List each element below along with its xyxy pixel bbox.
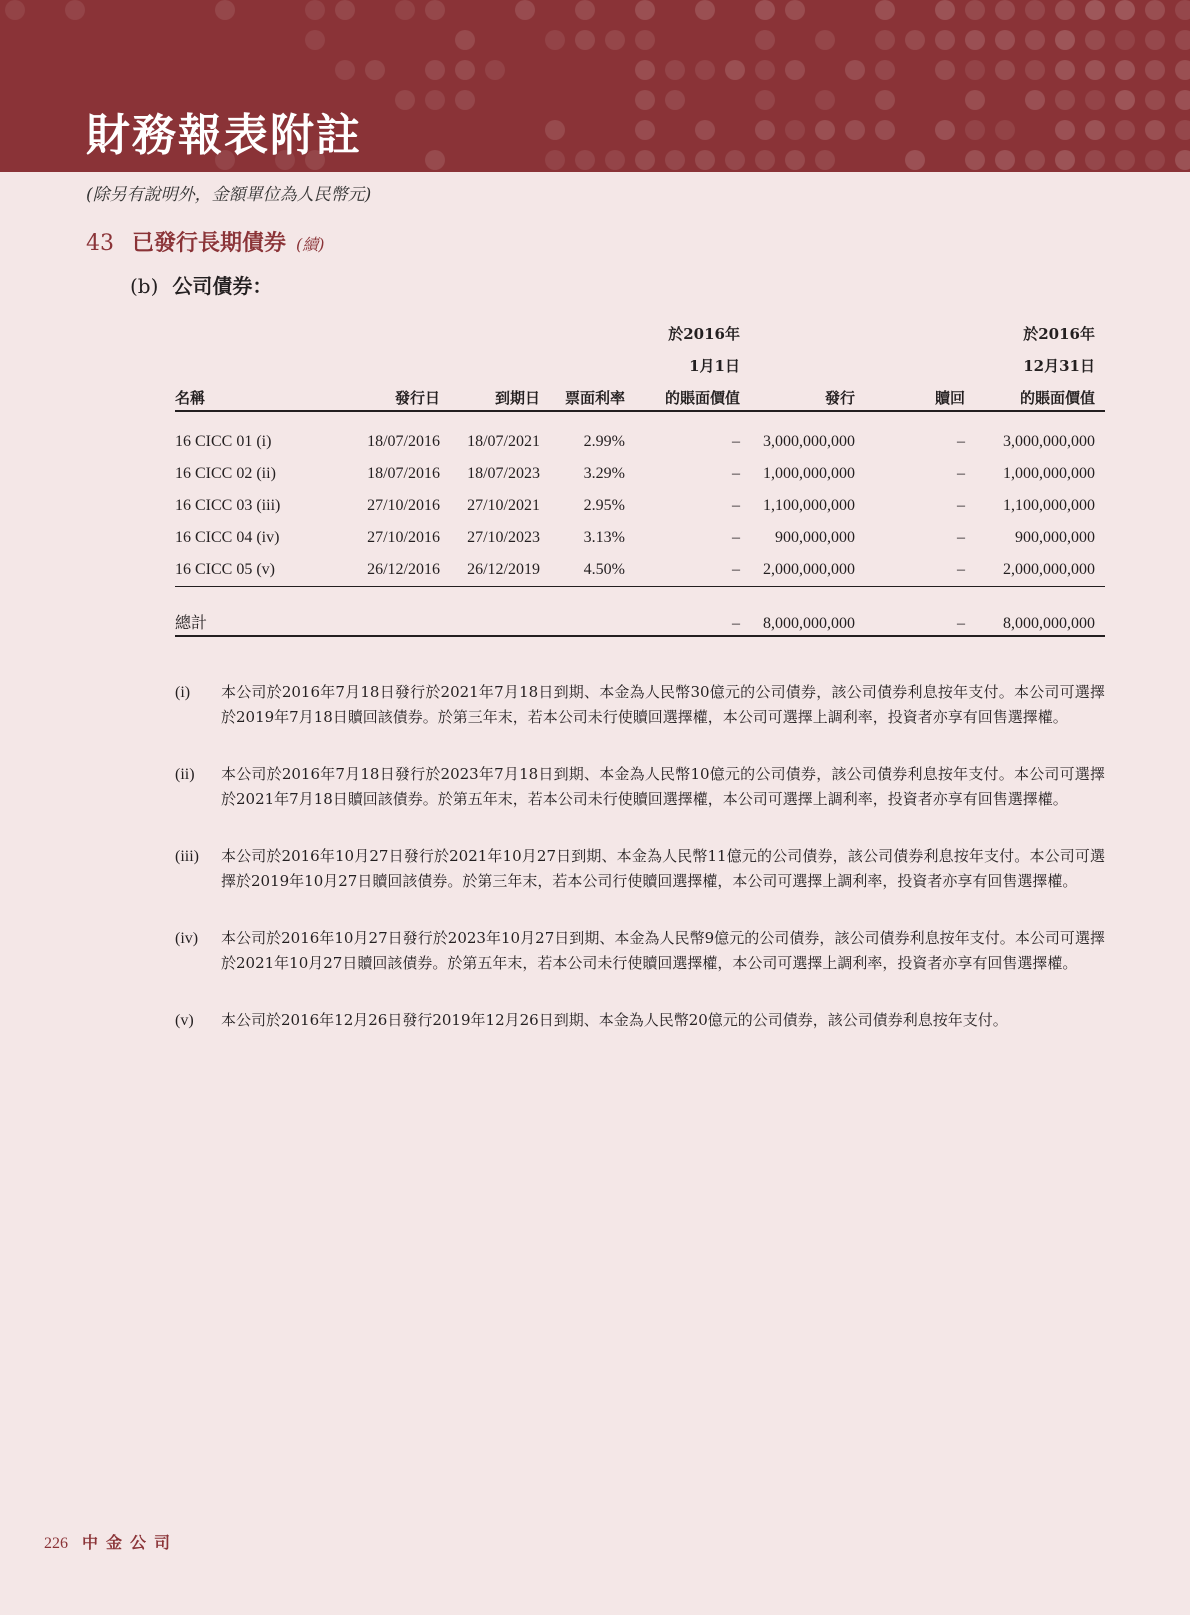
header-dot [965,90,985,110]
header-dot [395,0,415,20]
closing-value: 2,000,000,000 [975,554,1105,587]
header-dot [215,0,235,20]
header-dot [905,150,925,170]
header-dot [785,120,805,140]
header-dot [1025,90,1045,110]
header-dot [665,60,685,80]
note-item [175,926,1105,976]
header-dot [995,150,1015,170]
header-dot [995,0,1015,20]
header-dot [1145,120,1165,140]
header-dot [5,0,25,20]
bond-name: 16 CICC 02 (ii) [175,465,276,482]
redeemed-amount: – [957,529,965,546]
header-dot [605,150,625,170]
header-dot [995,120,1015,140]
header-dot [425,60,445,80]
header-dot [425,150,445,170]
note-item [175,844,1105,894]
section-title: 已發行長期債券 [132,230,287,256]
header-dot [335,0,355,20]
header-dot [725,60,745,80]
issue-date: 27/10/2016 [367,529,440,546]
header-dot [1175,0,1190,20]
total-closing: 8,000,000,000 [975,587,1105,637]
header-dot [485,60,505,80]
col-header-opening: 的賬面價值 [635,376,750,411]
header-band [0,0,1190,172]
header-dot [335,60,355,80]
header-dot [935,60,955,80]
maturity-date: 26/12/2019 [450,554,550,587]
header-dot [995,30,1015,50]
header-dot [65,0,85,20]
redeemed-amount: – [957,465,965,482]
issue-date: 27/10/2016 [367,497,440,514]
header-dot [875,120,895,140]
issued-amount: 900,000,000 [775,529,855,546]
header-dot [725,150,745,170]
header-dot [845,120,865,140]
header-dot [665,90,685,110]
header-opening-date: 1月1日 [689,357,740,375]
header-dot [1055,120,1075,140]
note-tag: (i) [175,684,191,701]
header-dot [935,0,955,20]
header-dot [515,0,535,20]
header-dot [755,150,775,170]
closing-value: 900,000,000 [1015,529,1095,546]
header-dot [1055,0,1075,20]
header-dot [785,60,805,80]
bonds-table [175,312,1105,637]
header-dot [1175,150,1190,170]
header-dot [875,90,895,110]
issue-date: 18/07/2016 [367,433,440,450]
header-dot [635,60,655,80]
col-header-name: 名稱 [175,376,345,411]
bond-name: 16 CICC 05 (v) [175,554,345,587]
header-dot [1175,60,1190,80]
subsection-title: 公司債券： [172,274,273,298]
header-dot [875,0,895,20]
section-number: 43 [86,231,114,256]
header-dot [305,0,325,20]
header-dot [395,90,415,110]
header-dot [1115,90,1135,110]
header-dot [635,90,655,110]
col-header-issued: 發行 [750,376,865,411]
header-dot [815,30,835,50]
coupon-rate: 2.95% [583,497,625,514]
header-dot [1175,120,1190,140]
header-dot [455,30,475,50]
header-dot [635,120,655,140]
header-dot [575,30,595,50]
header-dot [785,150,805,170]
bond-name: 16 CICC 04 (iv) [175,529,280,546]
note-item [175,1008,1105,1033]
header-dot [1055,60,1075,80]
coupon-rate: 4.50% [550,554,635,587]
maturity-date: 27/10/2023 [467,529,540,546]
note-tag: (iv) [175,930,199,947]
header-dot [695,60,715,80]
page-title: 財務報表附註 [86,110,362,161]
header-dot [1175,30,1190,50]
header-dot [425,90,445,110]
opening-value: – [732,465,740,482]
maturity-date: 27/10/2021 [467,497,540,514]
header-dot [1115,30,1135,50]
page-number: 226 [44,1535,68,1552]
header-dot [1085,60,1105,80]
header-dot [665,150,685,170]
header-dot [935,30,955,50]
header-dot [695,0,715,20]
header-dot [545,30,565,50]
table-row [175,554,1105,587]
header-closing-year: 於2016年 [1023,325,1095,343]
note-text: 本公司於2016年10月27日發行於2023年10月27日到期、本金為人民幣9億元的公司債券，該公司債券利息按年支付。本公司可選擇於2021年10月27日贖回該債券。於第五年末，若本公司未行使贖回選擇權，本公司可選擇上調利率，投資者亦享有回售選擇權。 [221,929,1105,972]
header-dot [1055,30,1075,50]
header-dot [1085,30,1105,50]
total-opening: – [635,587,750,637]
bond-name: 16 CICC 01 (i) [175,433,272,450]
header-dot [755,0,775,20]
table-row [175,458,1105,490]
header-dot [545,150,565,170]
col-header-issue-date: 發行日 [345,376,450,411]
header-dot [1175,90,1190,110]
header-dot [965,150,985,170]
note-text: 本公司於2016年7月18日發行於2021年7月18日到期、本金為人民幣30億元的公司債券，該公司債券利息按年支付。本公司可選擇於2019年7月18日贖回該債券。於第三年末，若本公司未行使贖回選擇權，本公司可選擇上調利率，投資者亦享有回售選擇權。 [221,683,1105,726]
header-dot [815,120,835,140]
header-dot [755,120,775,140]
table-row [175,426,1105,458]
issue-date: 26/12/2016 [345,554,450,587]
note-tag: (v) [175,1012,194,1029]
opening-value: – [635,554,750,587]
header-dot [1055,90,1075,110]
company-name: 中金公司 [82,1533,179,1552]
total-redeemed: – [865,587,975,637]
header-dot [1145,90,1165,110]
closing-value: 3,000,000,000 [1003,433,1095,450]
header-dot [1025,60,1045,80]
issued-amount: 1,000,000,000 [763,465,855,482]
header-dot [1085,150,1105,170]
note-item [175,762,1105,812]
header-dot [1025,0,1045,20]
col-header-redeemed: 贖回 [865,376,975,411]
page-footer [44,1530,178,1553]
total-issued: 8,000,000,000 [750,587,865,637]
header-dot [845,60,865,80]
issued-amount: 1,100,000,000 [763,497,855,514]
header-dot [815,150,835,170]
table-total-row [175,587,1105,637]
header-dot [1115,60,1135,80]
header-dot [1115,0,1135,20]
issued-amount: 3,000,000,000 [763,433,855,450]
opening-value: – [732,433,740,450]
header-dot [1055,150,1075,170]
header-dot [1025,150,1045,170]
header-dot [965,0,985,20]
issued-amount: 2,000,000,000 [750,554,865,587]
header-dot [1145,0,1165,20]
maturity-date: 18/07/2021 [467,433,540,450]
header-opening-year: 於2016年 [668,325,740,343]
note-text: 本公司於2016年12月26日發行2019年12月26日到期、本金為人民幣20億元的公司債券，該公司債券利息按年支付。 [221,1011,1008,1029]
redeemed-amount: – [865,554,975,587]
note-tag: (iii) [175,848,199,865]
header-dot [425,0,445,20]
header-dot [575,150,595,170]
header-dot [815,90,835,110]
header-dot [995,60,1015,80]
note-item [175,680,1105,730]
header-dot [635,30,655,50]
note-text: 本公司於2016年10月27日發行於2021年10月27日到期、本金為人民幣11億元的公司債券，該公司債券利息按年支付。本公司可選擇於2019年10月27日贖回該債券。於第三年末，若本公司行使贖回選擇權，本公司可選擇上調利率，投資者亦享有回售選擇權。 [221,847,1105,890]
table-row [175,522,1105,554]
subsection-heading [130,270,272,299]
opening-value: – [732,529,740,546]
header-dot [965,120,985,140]
header-dot [785,0,805,20]
section-continued: (續) [296,235,325,254]
note-text: 本公司於2016年7月18日發行於2023年7月18日到期、本金為人民幣10億元的公司債券，該公司債券利息按年支付。本公司可選擇於2021年7月18日贖回該債券。於第五年末，若本公司未行使贖回選擇權，本公司可選擇上調利率，投資者亦享有回售選擇權。 [221,765,1105,808]
header-dot [1085,120,1105,140]
header-dot [1025,30,1045,50]
header-dot [935,120,955,140]
header-dot [305,30,325,50]
header-dot [635,0,655,20]
header-dot [455,60,475,80]
header-dot [1115,120,1135,140]
maturity-date: 18/07/2023 [467,465,540,482]
section-heading [86,226,325,257]
total-label: 總計 [175,587,345,637]
opening-value: – [732,497,740,514]
closing-value: 1,000,000,000 [1003,465,1095,482]
redeemed-amount: – [957,433,965,450]
header-dot [755,90,775,110]
notes-list [175,680,1105,1065]
header-dot [455,90,475,110]
coupon-rate: 2.99% [583,433,625,450]
col-header-coupon: 票面利率 [550,376,635,411]
header-dot [635,150,655,170]
coupon-rate: 3.13% [583,529,625,546]
header-dot [875,60,895,80]
header-closing-date: 12月31日 [1023,357,1095,375]
header-dot [1145,60,1165,80]
table-row [175,490,1105,522]
header-dot [575,0,595,20]
header-dot [1115,150,1135,170]
header-dot [695,120,715,140]
page-subtitle: (除另有說明外，金額單位為人民幣元) [86,185,372,205]
subsection-label: (b) [130,274,159,298]
header-dot [605,30,625,50]
bond-name: 16 CICC 03 (iii) [175,497,281,514]
header-dot [1145,30,1165,50]
closing-value: 1,100,000,000 [1003,497,1095,514]
note-tag: (ii) [175,766,195,783]
header-dot [965,30,985,50]
header-dot [1085,0,1105,20]
header-dot [1085,90,1105,110]
header-dot [365,60,385,80]
header-dot [875,30,895,50]
header-dot [755,30,775,50]
header-dot [965,60,985,80]
col-header-closing: 的賬面價值 [975,376,1105,411]
header-dot [755,60,775,80]
issue-date: 18/07/2016 [367,465,440,482]
header-dot [695,150,715,170]
header-dot [905,30,925,50]
col-header-maturity-date: 到期日 [450,376,550,411]
coupon-rate: 3.29% [583,465,625,482]
header-dot [545,120,565,140]
header-dot [1145,150,1165,170]
redeemed-amount: – [957,497,965,514]
